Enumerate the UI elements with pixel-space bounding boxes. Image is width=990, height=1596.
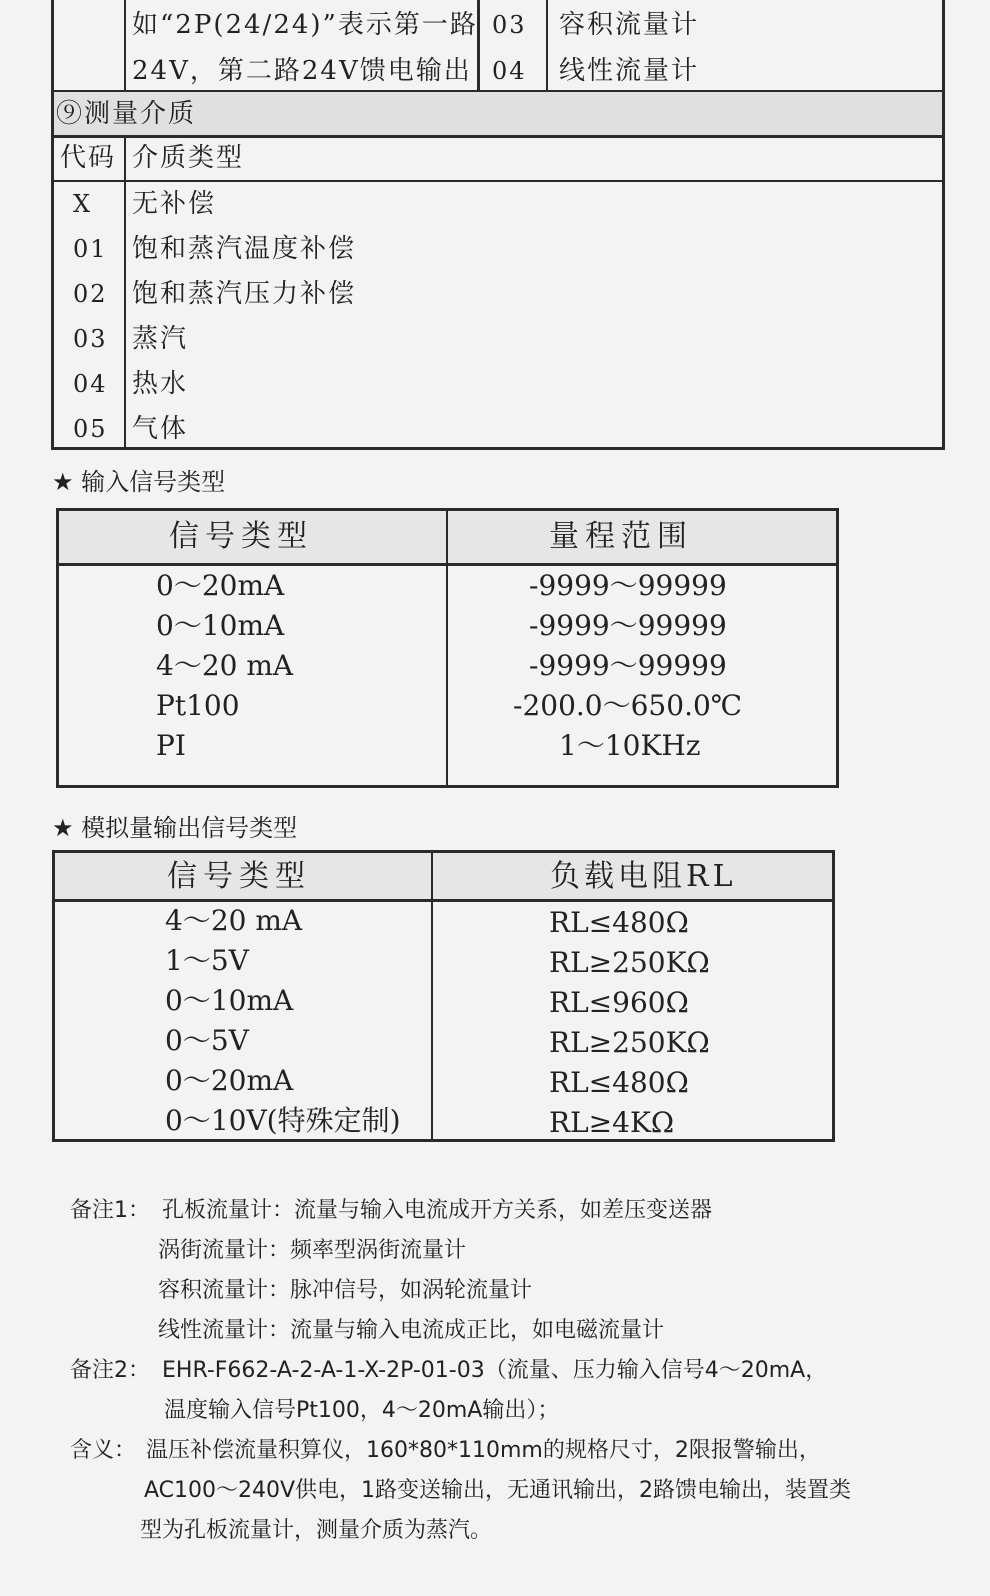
signal-cell: Pt100 [156, 689, 240, 722]
media-name: 无补偿 [132, 189, 217, 219]
media-code: 05 [73, 415, 108, 443]
code-cell: 03 [492, 11, 527, 39]
note-1-label: 备注1： [70, 1198, 150, 1223]
signal-cell: 0～10mA [156, 609, 285, 642]
signal-type-header: 信号类型 [167, 859, 311, 894]
signal-cell: 0～20mA [165, 1064, 294, 1097]
note-1-line: 涡街流量计：频率型涡街流量计 [158, 1238, 467, 1263]
signal-cell: 4～20 mA [165, 904, 303, 937]
code-cell: 04 [492, 57, 527, 85]
note-1-line: 孔板流量计：流量与输入电流成开方关系，如差压变送器 [162, 1198, 713, 1223]
note-1-line: 线性流量计：流量与输入电流成正比，如电磁流量计 [158, 1318, 665, 1343]
col-divider [124, 0, 126, 92]
signal-cell: 0～10V(特殊定制) [165, 1104, 401, 1137]
signal-cell: 4～20 mA [156, 649, 294, 682]
signal-cell: 1～5V [165, 944, 249, 977]
signal-cell: PI [156, 729, 186, 762]
media-code: 02 [73, 280, 108, 308]
note-1-line: 容积流量计：脉冲信号，如涡轮流量计 [158, 1278, 533, 1303]
meaning-label: 含义： [70, 1438, 137, 1463]
media-name: 饱和蒸汽温度补偿 [132, 234, 357, 264]
load-resistance-header: 负载电阻RL [550, 859, 737, 894]
media-code: X [73, 190, 93, 218]
row-divider [54, 180, 942, 182]
col-divider [446, 511, 448, 785]
load-cell: RL≥4KΩ [549, 1106, 675, 1139]
output-signal-heading: ★ 模拟量输出信号类型 [52, 814, 298, 842]
note-2-line: EHR-F662-A-2-A-1-X-2P-01-03（流量、压力输入信号4～20mA， [162, 1358, 828, 1383]
col-divider [546, 0, 548, 92]
signal-type-header: 信号类型 [169, 519, 313, 554]
meaning-line: 温压补偿流量积算仪，160*80*110mm的规格尺寸，2限报警输出， [146, 1438, 821, 1463]
range-cell: 1～10KHz [559, 729, 701, 762]
media-name: 饱和蒸汽压力补偿 [132, 279, 357, 309]
col-divider [431, 853, 433, 1139]
media-code-table [51, 0, 945, 450]
load-cell: RL≥250KΩ [549, 1026, 710, 1059]
load-cell: RL≤960Ω [549, 986, 689, 1019]
note-2-line: 温度输入信号Pt100，4～20mA输出）； [164, 1398, 560, 1423]
signal-cell: 0～20mA [156, 569, 285, 602]
media-code: 03 [73, 325, 108, 353]
section-9-header [54, 92, 942, 136]
media-name: 蒸汽 [132, 324, 189, 354]
output-note-line-1: 如“2P(24/24)”表示第一路 [132, 10, 478, 40]
col-divider [124, 136, 126, 450]
range-cell: -9999～99999 [529, 649, 727, 682]
load-cell: RL≤480Ω [549, 906, 689, 939]
range-header: 量程范围 [549, 519, 693, 554]
type-cell: 容积流量计 [559, 10, 700, 40]
output-signal-table [52, 850, 835, 1142]
media-code: 04 [73, 370, 108, 398]
table-header [55, 853, 832, 902]
load-cell: RL≤480Ω [549, 1066, 689, 1099]
range-cell: -9999～99999 [529, 569, 727, 602]
range-cell: -9999～99999 [529, 609, 727, 642]
signal-cell: 0～5V [165, 1024, 249, 1057]
meaning-line: 型为孔板流量计，测量介质为蒸汽。 [140, 1518, 493, 1543]
input-signal-table [56, 508, 839, 788]
meaning-line: AC100～240V供电，1路变送输出，无通讯输出，2路馈电输出，装置类 [144, 1478, 852, 1503]
section-title: ⑨测量介质 [56, 99, 197, 129]
type-cell: 线性流量计 [559, 56, 700, 86]
load-cell: RL≥250KΩ [549, 946, 710, 979]
output-note-line-2: 24V，第二路24V馈电输出 [132, 56, 472, 86]
signal-cell: 0～10mA [165, 984, 294, 1017]
media-code: 01 [73, 235, 108, 263]
row-divider [54, 135, 942, 138]
note-2-label: 备注2： [70, 1358, 150, 1383]
code-header: 代码 [60, 143, 117, 173]
media-name: 热水 [132, 369, 189, 399]
media-type-header: 介质类型 [132, 143, 245, 173]
media-name: 气体 [132, 414, 189, 444]
range-cell: -200.0～650.0℃ [513, 689, 743, 722]
input-signal-heading: ★ 输入信号类型 [52, 468, 226, 496]
